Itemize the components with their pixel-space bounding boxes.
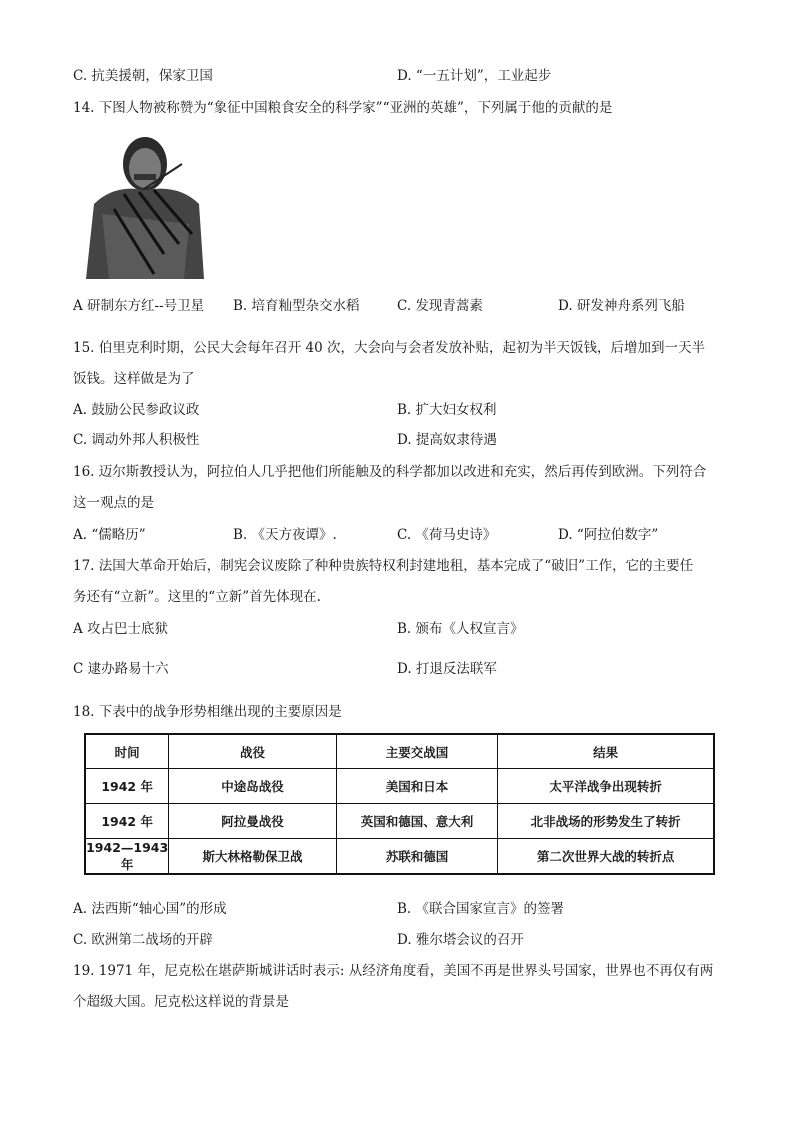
cell-result: 第二次世界大战的转折点	[498, 839, 714, 875]
q16-option-c: C. 《荷马史诗》	[397, 527, 497, 543]
q14-stem: 14. 下图人物被称赞为“象征中国粮食安全的科学家”“亚洲的英雄”，下列属于他的贡献的是	[73, 100, 613, 116]
war-table	[84, 733, 715, 875]
table-header-row	[85, 734, 714, 769]
q14-option-d: D. 研发神舟系列飞船	[558, 298, 685, 314]
q16-stem-line2: 这一观点的是	[73, 495, 154, 511]
q15-stem-line2: 饭钱。这样做是为了	[73, 371, 195, 387]
q14-option-b: B. 培育籼型杂交水稻	[233, 298, 360, 314]
cell-result: 太平洋战争出现转折	[498, 769, 714, 804]
cell-time: 1942 年	[85, 804, 169, 839]
cell-battle: 中途岛战役	[169, 769, 336, 804]
table-row	[85, 769, 714, 804]
q17-option-b: B. 颁布《人权宣言》	[397, 621, 524, 637]
cell-time: 1942 年	[85, 769, 169, 804]
q17-option-a: A 攻占巴士底狱	[73, 621, 169, 637]
q16-stem-line1: 16. 迈尔斯教授认为，阿拉伯人几乎把他们所能触及的科学都加以改进和充实，然后再传到欧洲。下列符合	[73, 464, 707, 480]
cell-time: 1942—1943 年	[85, 839, 169, 875]
q14-option-c: C. 发现青蒿素	[397, 298, 483, 314]
header-result: 结果	[498, 734, 714, 769]
q18-option-d: D. 雅尔塔会议的召开	[397, 932, 524, 948]
table-row	[85, 839, 714, 875]
q17-option-c: C 逮办路易十六	[73, 661, 169, 677]
q15-stem-line1: 15. 伯里克利时期，公民大会每年召开 40 次，大会向与会者发放补贴，起初为半天饭钱，后增加到一天半	[73, 340, 706, 356]
q13-option-c: C. 抗美援朝，保家卫国	[73, 68, 213, 84]
cell-result: 北非战场的形势发生了转折	[498, 804, 714, 839]
q15-option-c: C. 调动外邦人积极性	[73, 432, 200, 448]
header-time: 时间	[85, 734, 169, 769]
portrait-photo	[84, 134, 207, 279]
cell-belligerents: 美国和日本	[336, 769, 497, 804]
q17-stem-line1: 17. 法国大革命开始后，制宪会议废除了种种贵族特权利封建地租，基本完成了“破旧”工作，它的主要任	[73, 558, 694, 574]
q18-option-b: B. 《联合国家宣言》的签署	[397, 901, 565, 917]
q18-stem: 18. 下表中的战争形势相继出现的主要原因是	[73, 704, 342, 720]
q19-stem-line1: 19. 1971 年，尼克松在堪萨斯城讲话时表示: 从经济角度看，美国不再是世界头号国家，世界也不再仅有两	[73, 963, 714, 979]
q15-option-b: B. 扩大妇女权利	[397, 402, 497, 418]
header-belligerents: 主要交战国	[336, 734, 497, 769]
q18-option-c: C. 欧洲第二战场的开辟	[73, 932, 213, 948]
q19-stem-line2: 个超级大国。尼克松这样说的背景是	[73, 994, 289, 1010]
cell-belligerents: 苏联和德国	[336, 839, 497, 875]
table-row	[85, 804, 714, 839]
q15-option-a: A. 鼓励公民参政议政	[73, 402, 200, 418]
cell-belligerents: 英国和德国、意大利	[336, 804, 497, 839]
q18-option-a: A. 法西斯“轴心国”的形成	[73, 901, 227, 917]
q17-option-d: D. 打退反法联军	[397, 661, 497, 677]
q13-option-d: D. “一五计划”，工业起步	[397, 68, 552, 84]
q17-stem-line2: 务还有“立新”。这里的“立新”首先体现在.	[73, 589, 321, 605]
q16-option-a: A. “儒略历”	[73, 527, 146, 543]
q15-option-d: D. 提高奴隶待遇	[397, 432, 497, 448]
cell-battle: 阿拉曼战役	[169, 804, 336, 839]
q16-option-d: D. “阿拉伯数字”	[558, 527, 659, 543]
cell-battle: 斯大林格勒保卫战	[169, 839, 336, 875]
header-battle: 战役	[169, 734, 336, 769]
q16-option-b: B. 《天方夜谭》.	[233, 527, 337, 543]
q14-option-a: A 研制东方红--号卫星	[73, 298, 205, 314]
